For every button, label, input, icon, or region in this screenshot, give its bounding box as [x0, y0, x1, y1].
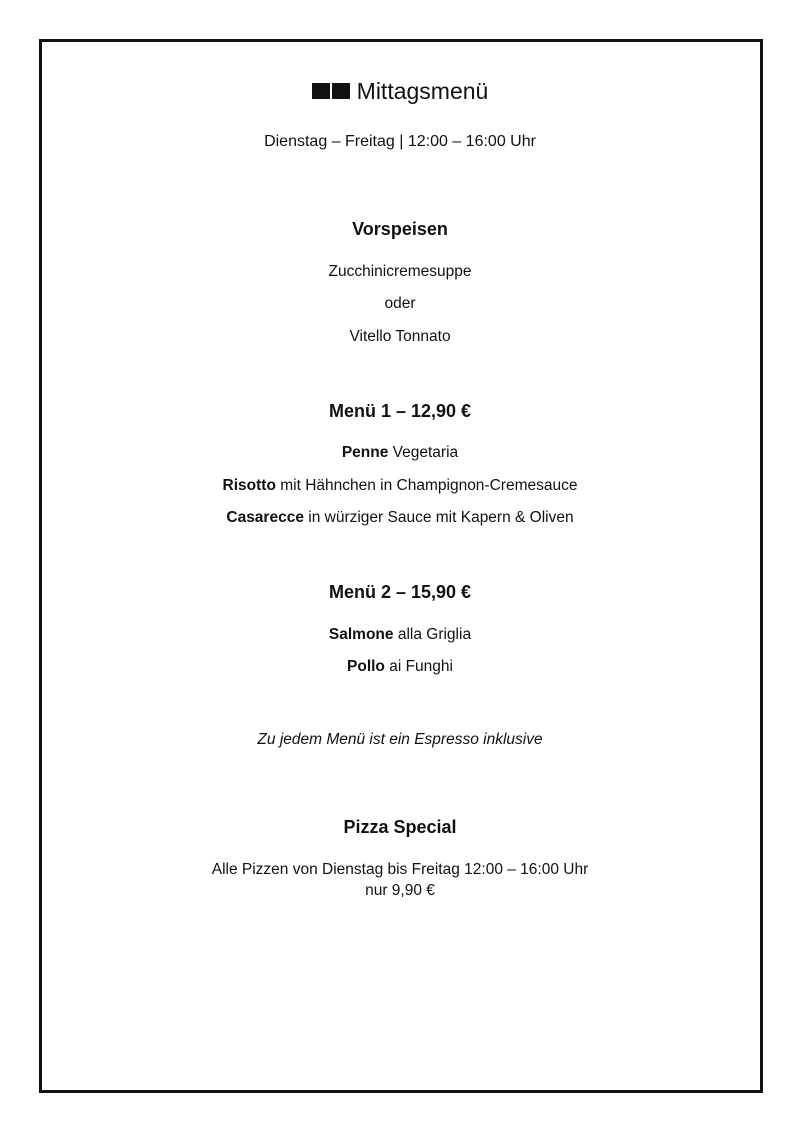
- dish-name: Risotto: [222, 477, 276, 494]
- dish-description: in würziger Sauce mit Kapern & Oliven: [303, 509, 574, 526]
- starter-item: Vitello Tonnato: [349, 328, 451, 345]
- dish-name: Penne: [341, 444, 389, 461]
- black-squares-icon: [312, 83, 350, 99]
- page-title: [0, 76, 800, 106]
- dish-description: ai Funghi: [384, 658, 453, 675]
- menu1-dish: [0, 508, 800, 528]
- dish-description: Vegetaria: [388, 444, 459, 461]
- dish-description: mit Hähnchen in Champignon-Cremesauce: [275, 477, 578, 494]
- dish-name: Salmone: [328, 626, 394, 643]
- opening-hours: Dienstag – Freitag | 12:00 – 16:00 Uhr: [264, 133, 536, 150]
- espresso-note: Zu jedem Menü ist ein Espresso inklusive: [257, 731, 543, 748]
- pizza-heading: Pizza Special: [343, 817, 457, 837]
- menu2-heading: Menü 2 – 15,90 €: [328, 582, 472, 602]
- menu-border-frame: [39, 39, 763, 1093]
- starter-item: Zucchinicremesuppe: [328, 263, 472, 280]
- menu1-heading: Menü 1 – 12,90 €: [328, 401, 472, 421]
- dish-name: Pollo: [347, 658, 385, 675]
- menu2-dish: [0, 657, 800, 677]
- menu1-dish: [0, 443, 800, 463]
- menu1-dish: [0, 476, 800, 496]
- dish-name: Casarecce: [226, 509, 304, 526]
- menu2-dish: [0, 625, 800, 645]
- pizza-price: nur 9,90 €: [365, 882, 435, 899]
- vorspeisen-heading: Vorspeisen: [352, 219, 448, 239]
- page-title-text: Mittagsmenü: [356, 78, 489, 104]
- starter-separator: oder: [384, 295, 416, 312]
- pizza-description: Alle Pizzen von Dienstag bis Freitag 12:00 – 16:00 Uhr: [211, 861, 589, 878]
- dish-description: alla Griglia: [393, 626, 472, 643]
